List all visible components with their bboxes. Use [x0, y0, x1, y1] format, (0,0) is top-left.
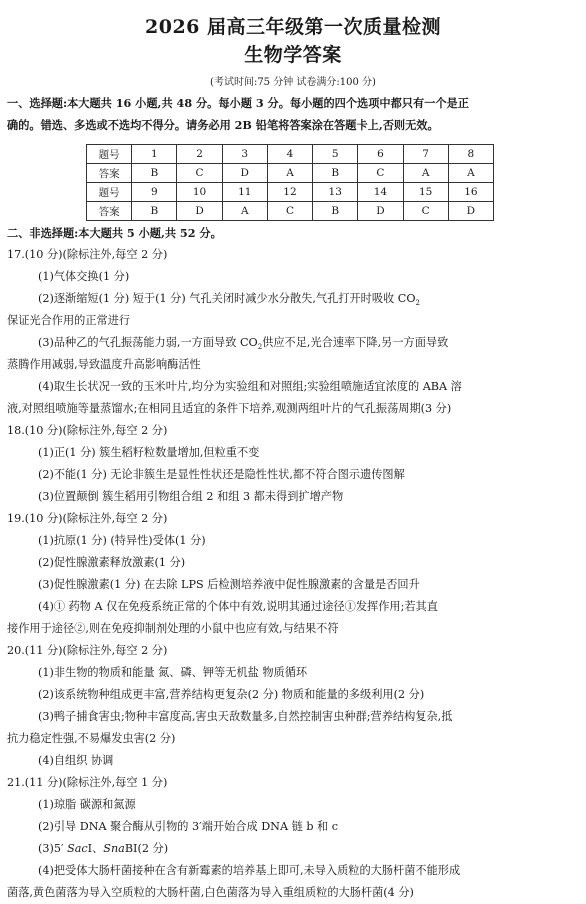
answer-cell: B — [132, 164, 177, 183]
q18-answer-2: (2)不能(1 分) 无论非簇生是显性性状还是隐性性状,都不符合图示遗传图解 — [38, 468, 405, 481]
q21-answer-4-cont: 菌落,黄色菌落为导入空质粒的大肠杆菌,白色菌落为导入重组质粒的大肠杆菌(4 分) — [7, 886, 414, 899]
q17-answer-2-text: (2)逐渐缩短(1 分) 短于(1 分) 气孔关闭时减少水分散失,气孔打开时吸收 CO — [38, 292, 416, 305]
question-number: 9 — [132, 183, 177, 202]
question-number: 3 — [222, 145, 267, 164]
table-row — [87, 202, 494, 221]
q19-answer-2: (2)促性腺激素释放激素(1 分) — [38, 556, 186, 569]
q21-answer-1: (1)琼脂 碳源和氮源 — [38, 798, 136, 811]
table-row-label: 题号 — [87, 183, 132, 202]
answer-cell: B — [313, 202, 358, 221]
answer-cell: C — [267, 202, 312, 221]
question-number: 15 — [403, 183, 448, 202]
q18-answer-1: (1)正(1 分) 簇生稻籽粒数量增加,但粒重不变 — [38, 446, 260, 459]
q17-answer-3-text: (3)品种乙的气孔振荡能力弱,一方面导致 CO — [38, 336, 258, 349]
q17-answer-3-cont: 蒸腾作用减弱,导致温度升高影响酶活性 — [7, 358, 201, 371]
table-row-label: 题号 — [87, 145, 132, 164]
enzyme-sna-suffix: BⅠ(2 分) — [124, 842, 169, 855]
table-row — [87, 183, 494, 202]
q20-header: 20.(11 分)(除标注外,每空 2 分) — [7, 644, 168, 657]
q20-answer-1: (1)非生物的物质和能量 氮、磷、钾等无机盐 物质循环 — [38, 666, 308, 679]
q20-answer-2: (2)该系统物种组成更丰富,营养结构更复杂(2 分) 物质和能量的多级利用(2 分) — [38, 688, 425, 701]
table-row — [87, 164, 494, 183]
q18-answer-3: (3)位置颠倒 簇生稻用引物组合组 2 和组 3 都未得到扩增产物 — [38, 490, 344, 503]
question-number: 7 — [403, 145, 448, 164]
enzyme-sep: Ⅰ、 — [87, 842, 104, 855]
q18-header: 18.(10 分)(除标注外,每空 2 分) — [7, 424, 168, 437]
q17-answer-4-cont: 液,对照组喷施等量蒸馏水;在相同且适宜的条件下培养,观测两组叶片的气孔振荡周期(3 分) — [7, 402, 452, 415]
question-number: 2 — [177, 145, 222, 164]
answer-cell: A — [267, 164, 312, 183]
q17-answer-1: (1)气体交换(1 分) — [38, 270, 130, 283]
section1-intro-line1: 一、选择题:本大题共 16 小题,共 48 分。每小题 3 分。每小题的四个选项中都只有一个是正 — [7, 96, 469, 110]
question-number: 5 — [313, 145, 358, 164]
section2-intro: 二、非选择题:本大题共 5 小题,共 52 分。 — [7, 226, 222, 240]
q19-answer-1: (1)抗原(1 分) (特异性)受体(1 分) — [38, 534, 206, 547]
question-number: 12 — [267, 183, 312, 202]
answer-cell: A — [403, 164, 448, 183]
q17-answer-3 — [38, 336, 448, 354]
question-number: 6 — [358, 145, 403, 164]
q20-answer-4: (4)自组织 协调 — [38, 754, 114, 767]
table-row-label: 答案 — [87, 202, 132, 221]
enzyme-sac: Sac — [67, 842, 88, 855]
exam-info: (考试时间:75 分钟 试卷满分:100 分) — [210, 77, 376, 88]
q19-answer-3: (3)促性腺激素(1 分) 在去除 LPS 后检测培养液中促性腺激素的含量是否回升 — [38, 578, 420, 591]
answer-cell: C — [358, 164, 403, 183]
question-number: 13 — [313, 183, 358, 202]
q20-answer-3: (3)鸭子捕食害虫;物种丰富度高,害虫天敌数量多,自然控制害虫种群;营养结构复杂,抵 — [38, 710, 453, 723]
answer-cell: D — [448, 202, 493, 221]
question-number: 16 — [448, 183, 493, 202]
co2-subscript: 2 — [257, 343, 263, 352]
table-row — [87, 145, 494, 164]
answer-cell: D — [222, 164, 267, 183]
q17-answer-2-cont: 保证光合作用的正常进行 — [7, 314, 131, 327]
q21-answer-4: (4)把受体大肠杆菌接种在含有新霉素的培养基上即可,未导入质粒的大肠杆菌不能形成 — [38, 864, 461, 877]
answer-cell: A — [448, 164, 493, 183]
answer-cell: B — [313, 164, 358, 183]
answer-cell: A — [222, 202, 267, 221]
q21-header: 21.(11 分)(除标注外,每空 1 分) — [7, 776, 168, 789]
question-number: 1 — [132, 145, 177, 164]
answer-cell: D — [177, 202, 222, 221]
answer-table — [86, 144, 494, 221]
answer-cell: D — [358, 202, 403, 221]
q21-answer-3 — [38, 842, 168, 856]
q19-header: 19.(10 分)(除标注外,每空 2 分) — [7, 512, 168, 525]
question-number: 14 — [358, 183, 403, 202]
answer-cell: C — [177, 164, 222, 183]
question-number: 11 — [222, 183, 267, 202]
q17-answer-2 — [38, 292, 420, 310]
q20-answer-3-cont: 抗力稳定性强,不易爆发虫害(2 分) — [7, 732, 176, 745]
table-row-label: 答案 — [87, 164, 132, 183]
answer-cell: C — [403, 202, 448, 221]
question-number: 4 — [267, 145, 312, 164]
q17-header: 17.(10 分)(除标注外,每空 2 分) — [7, 248, 168, 261]
q21-answer-2: (2)引导 DNA 聚合酶从引物的 3′端开始合成 DNA 链 b 和 c — [38, 820, 339, 833]
section1-intro-line2: 确的。错选、多选或不选均不得分。请务必用 2B 铅笔将答案涂在答题卡上,否则无效。 — [7, 118, 439, 132]
question-number: 10 — [177, 183, 222, 202]
q17-answer-4: (4)取生长状况一致的玉米叶片,均分为实验组和对照组;实验组喷施适宜浓度的 ABA 溶 — [38, 380, 462, 393]
q19-answer-4-cont: 接作用于途径②,则在免疫抑制剂处理的小鼠中也应有效,与结果不符 — [7, 622, 339, 635]
q21-answer-3-prefix: (3)5′ — [38, 842, 68, 855]
page-title: 2026 届高三年级第一次质量检测 — [145, 16, 441, 38]
enzyme-sna: Sna — [103, 842, 125, 855]
q17-answer-3-text-b: 供应不足,光合速率下降,另一方面导致 — [262, 336, 449, 349]
page-subtitle: 生物学答案 — [244, 44, 342, 66]
question-number: 8 — [448, 145, 493, 164]
q19-answer-4: (4)① 药物 A 仅在免疫系统正常的个体中有效,说明其通过途径①发挥作用;若其直 — [38, 600, 438, 613]
co2-subscript: 2 — [415, 299, 420, 308]
answer-cell: B — [132, 202, 177, 221]
